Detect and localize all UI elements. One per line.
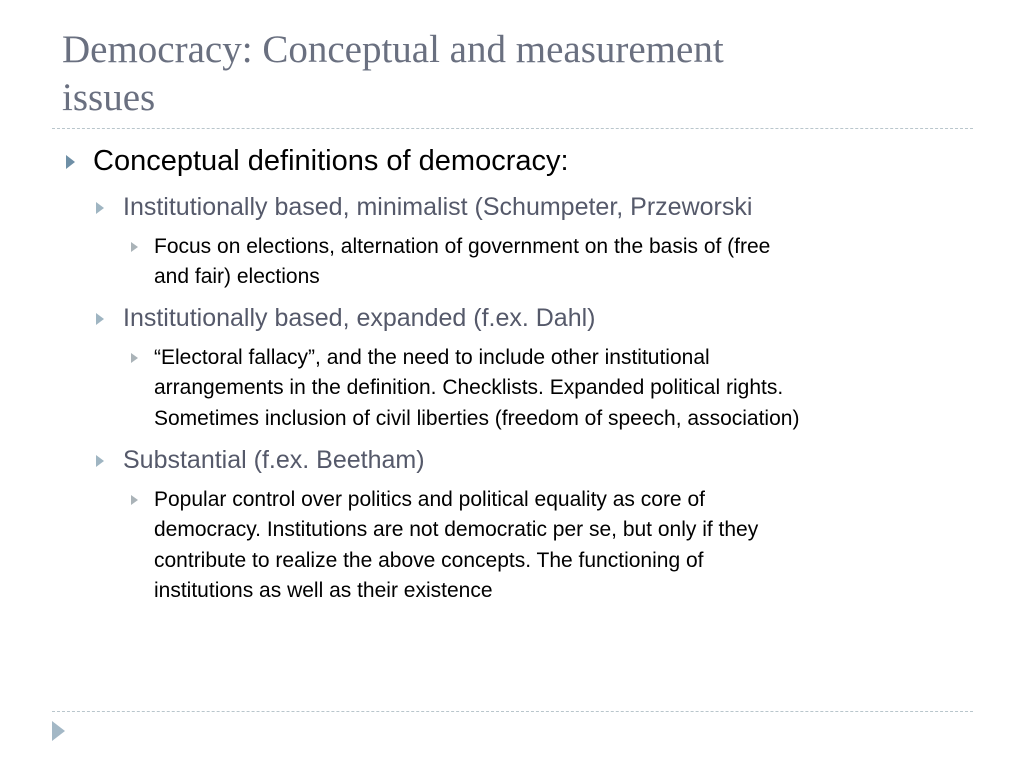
footer-divider: [52, 711, 973, 712]
bullet-text-line: Sometimes inclusion of civil liberties (freedom of speech, association): [154, 407, 800, 430]
slide-title: [62, 26, 962, 122]
bullet-arrow-icon: [131, 495, 138, 505]
bullet-text-line: contribute to realize the above concepts. The functioning of: [154, 549, 704, 572]
bullet-text: Institutionally based, expanded (f.ex. Dahl): [123, 304, 596, 332]
bullet-text-line: institutions as well as their existence: [154, 579, 493, 602]
slide-title-line-2: issues: [62, 76, 156, 119]
bullet-text-line: and fair) elections: [154, 265, 320, 288]
bullet-arrow-icon: [96, 455, 104, 467]
bullet-text-line: Focus on elections, alternation of government on the basis of (free: [154, 235, 771, 258]
bullet-text: Conceptual definitions of democracy:: [93, 145, 569, 177]
bullet-text: Institutionally based, minimalist (Schumpeter, Przeworski: [123, 193, 753, 221]
bullet-arrow-icon: [96, 202, 104, 214]
bullet-text-line: “Electoral fallacy”, and the need to include other institutional: [154, 346, 710, 369]
bullet-text-line: democracy. Institutions are not democratic per se, but only if they: [154, 518, 759, 541]
bullet-arrow-icon: [96, 313, 104, 325]
bullet-arrow-icon: [131, 242, 138, 252]
bullet-arrow-icon: [66, 155, 75, 169]
bullet-arrow-icon: [131, 353, 138, 363]
slide-navigation-arrow-icon[interactable]: [52, 721, 65, 741]
bullet-text: Substantial (f.ex. Beetham): [123, 446, 425, 474]
bullet-text-line: Popular control over politics and political equality as core of: [154, 488, 705, 511]
slide-title-line-1: Democracy: Conceptual and measurement: [62, 28, 724, 71]
bullet-text-line: arrangements in the definition. Checklists. Expanded political rights.: [154, 376, 784, 399]
title-divider: [52, 128, 973, 129]
